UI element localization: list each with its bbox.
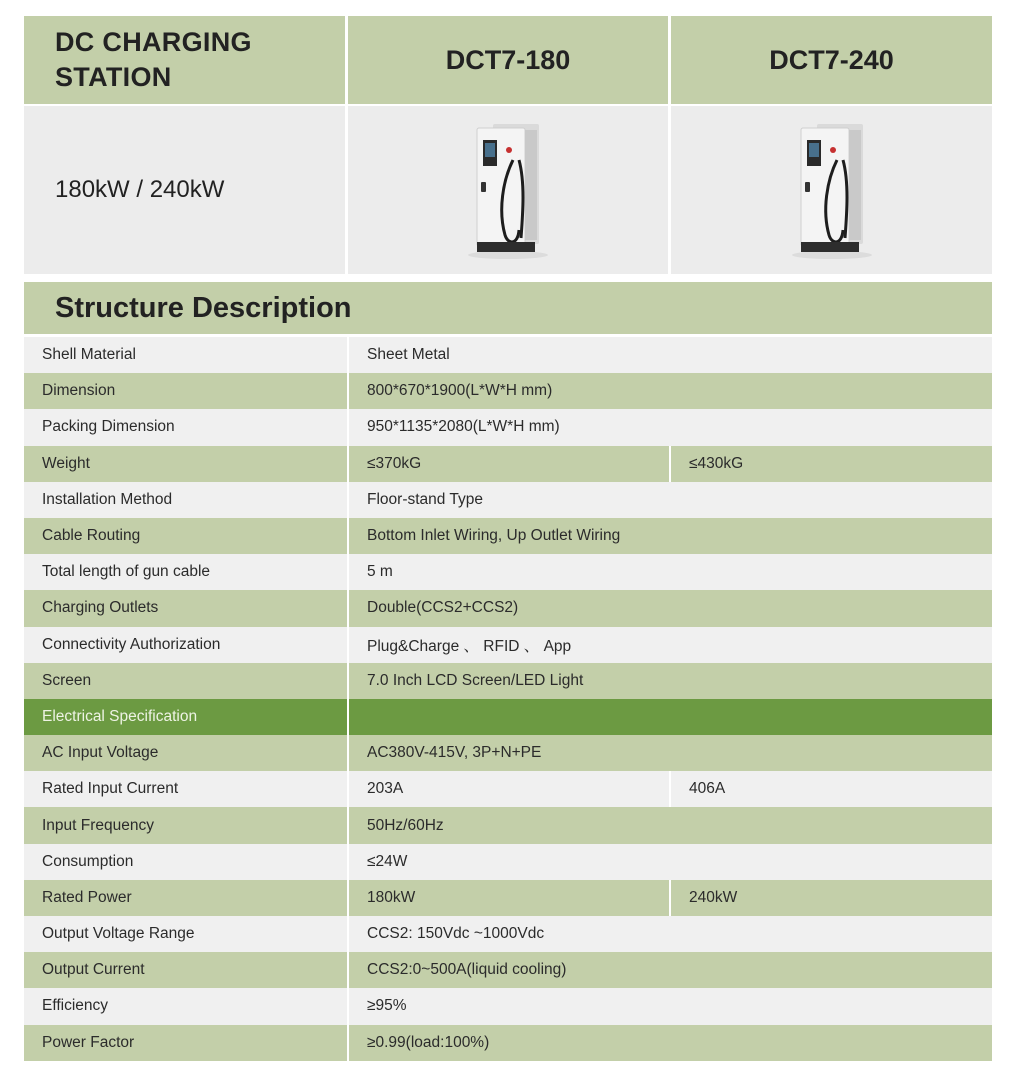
table-row: [24, 627, 992, 663]
row-value: AC380V-415V, 3P+N+PE: [347, 735, 992, 771]
image-row: [24, 106, 992, 274]
row-value: CCS2:0~500A(liquid cooling): [347, 952, 992, 988]
table-row: [24, 844, 992, 880]
row-label: Rated Power: [42, 888, 132, 906]
model-1-title: DCT7-180: [348, 16, 668, 104]
row-label: Packing Dimension: [42, 418, 175, 436]
row-label: Output Current: [42, 961, 145, 979]
row-value-model-2: 406A: [669, 771, 992, 807]
row-value: ≥0.99(load:100%): [347, 1025, 992, 1061]
table-row: [24, 988, 992, 1024]
row-label: Dimension: [42, 382, 116, 400]
spec-table: [24, 337, 992, 1061]
row-label: Installation Method: [42, 490, 173, 508]
row-value-model-2: ≤430kG: [669, 446, 992, 482]
row-label: Total length of gun cable: [42, 563, 211, 581]
row-label: Cable Routing: [42, 527, 141, 545]
row-label: Screen: [42, 671, 92, 689]
row-value: 7.0 Inch LCD Screen/LED Light: [347, 663, 992, 699]
table-row: [24, 409, 992, 445]
row-label: Output Voltage Range: [42, 925, 195, 943]
row-value: Bottom Inlet Wiring, Up Outlet Wiring: [347, 518, 992, 554]
table-row: [24, 771, 992, 807]
row-value: ≤24W: [347, 844, 992, 880]
row-value: Floor-stand Type: [347, 482, 992, 518]
table-row: [24, 952, 992, 988]
row-value-model-2: 240kW: [669, 880, 992, 916]
table-row: [24, 916, 992, 952]
row-value-model-1: ≤370kG: [347, 446, 669, 482]
model-2-title: DCT7-240: [671, 16, 992, 104]
row-value: Plug&Charge 、 RFID 、 App: [347, 627, 992, 663]
row-label: Weight: [42, 454, 90, 472]
row-value: ≥95%: [347, 988, 992, 1024]
row-value: 950*1135*2080(L*W*H mm): [347, 409, 992, 445]
table-row: [24, 373, 992, 409]
electrical-specification-heading-row: [24, 699, 992, 735]
table-row: [24, 554, 992, 590]
row-value: 800*670*1900(L*W*H mm): [347, 373, 992, 409]
product-category-title: DC CHARGING STATION: [24, 16, 345, 104]
row-value: 5 m: [347, 554, 992, 590]
row-label: Connectivity Authorization: [42, 635, 221, 653]
table-row: [24, 1025, 992, 1061]
row-label: Shell Material: [42, 346, 136, 364]
row-value: [347, 699, 992, 735]
table-row: [24, 807, 992, 843]
row-value-model-1: 203A: [347, 771, 669, 807]
row-label: AC Input Voltage: [42, 744, 159, 762]
row-value-model-1: 180kW: [347, 880, 669, 916]
table-row: [24, 518, 992, 554]
row-value: Sheet Metal: [347, 337, 992, 373]
row-label: Input Frequency: [42, 816, 155, 834]
table-row: [24, 590, 992, 626]
row-label: Charging Outlets: [42, 599, 159, 617]
table-row: [24, 482, 992, 518]
row-value: Double(CCS2+CCS2): [347, 590, 992, 626]
row-label: Rated Input Current: [42, 780, 179, 798]
spec-sheet: [24, 16, 992, 1061]
table-row: [24, 880, 992, 916]
row-value: 50Hz/60Hz: [347, 807, 992, 843]
charging-station-image: [787, 120, 877, 260]
row-value: CCS2: 150Vdc ~1000Vdc: [347, 916, 992, 952]
table-row: [24, 735, 992, 771]
table-row: [24, 663, 992, 699]
power-rating: 180kW / 240kW: [24, 106, 345, 274]
header-row: [24, 16, 992, 104]
charging-station-image: [463, 120, 553, 260]
product-image-2: [671, 106, 992, 274]
row-label: Consumption: [42, 852, 134, 870]
row-label: Power Factor: [42, 1033, 135, 1051]
table-row: [24, 337, 992, 373]
section-label: Electrical Specification: [42, 707, 198, 725]
structure-description-heading: Structure Description: [24, 282, 992, 334]
row-label: Efficiency: [42, 997, 109, 1015]
product-image-1: [348, 106, 668, 274]
table-row: [24, 446, 992, 482]
